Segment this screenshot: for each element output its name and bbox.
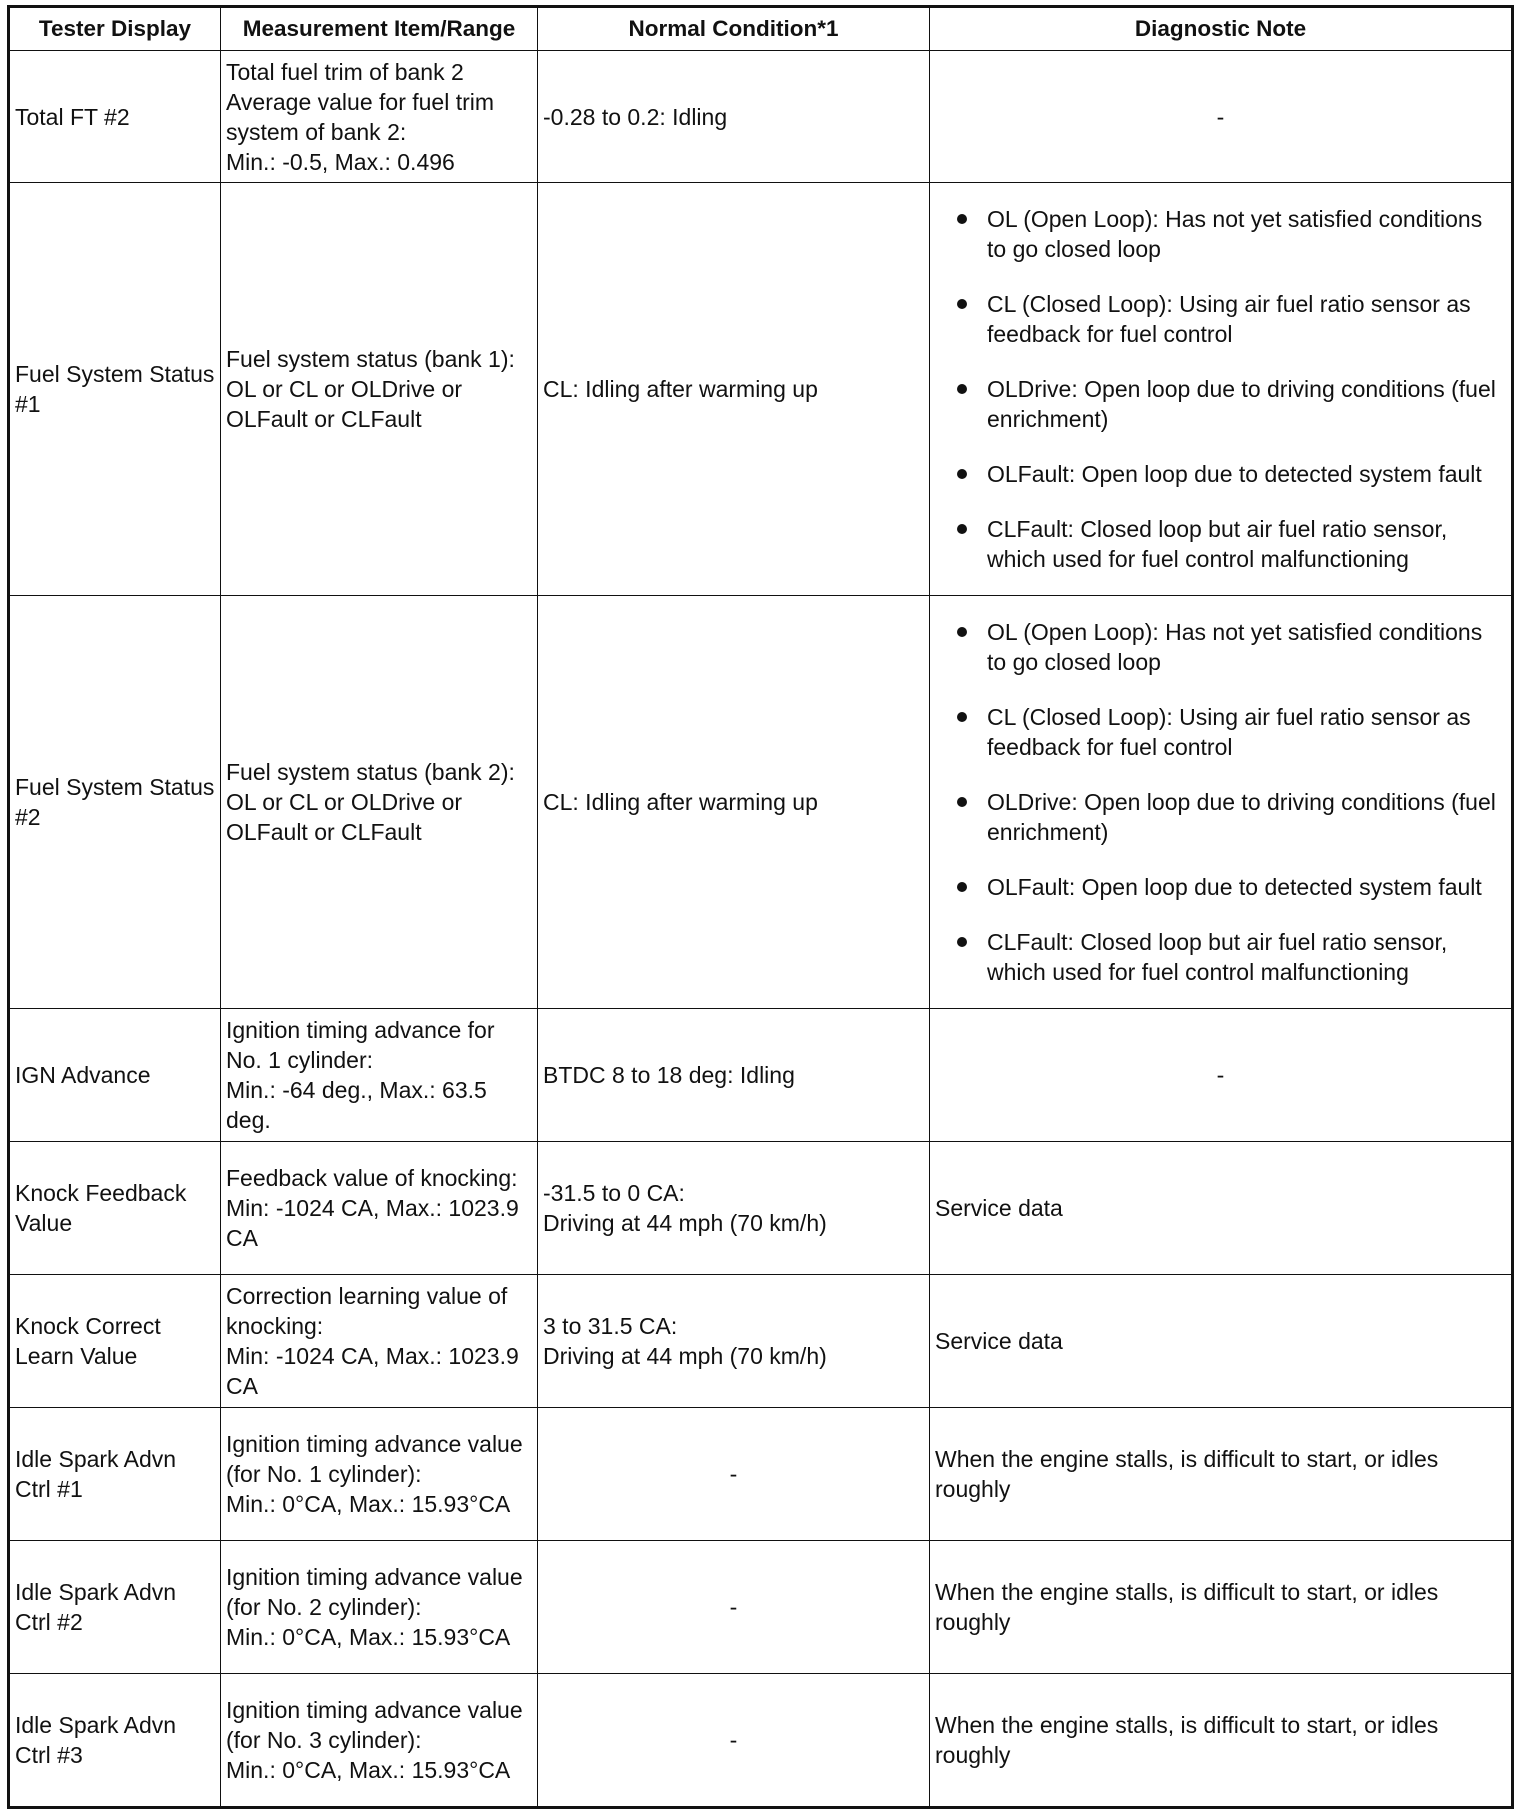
measurement-cell: Ignition timing advance value (for No. 3 cylinder): Min.: 0°CA, Max.: 15.93°CA xyxy=(221,1674,538,1808)
diagnostic-note-cell xyxy=(930,183,1513,596)
list-item: CL (Closed Loop): Using air fuel ratio sensor as feedback for fuel control xyxy=(935,289,1506,349)
table-row xyxy=(9,596,1513,1009)
header-normal-condition: Normal Condition*1 xyxy=(538,7,930,51)
header-measurement: Measurement Item/Range xyxy=(221,7,538,51)
list-item: CL (Closed Loop): Using air fuel ratio sensor as feedback for fuel control xyxy=(935,702,1506,762)
diagnostic-note-cell: When the engine stalls, is difficult to start, or idles roughly xyxy=(930,1408,1513,1541)
tester-display-cell: Idle Spark Advn Ctrl #1 xyxy=(9,1408,221,1541)
header-diagnostic-note: Diagnostic Note xyxy=(930,7,1513,51)
table-row xyxy=(9,1009,1513,1142)
tester-display-cell: Idle Spark Advn Ctrl #2 xyxy=(9,1541,221,1674)
list-item: OL (Open Loop): Has not yet satisfied conditions to go closed loop xyxy=(935,204,1506,264)
normal-condition-cell: - xyxy=(538,1541,930,1674)
bullet-icon xyxy=(957,882,967,892)
normal-condition-cell: BTDC 8 to 18 deg: Idling xyxy=(538,1009,930,1142)
diagnostic-note-cell: When the engine stalls, is difficult to start, or idles roughly xyxy=(930,1541,1513,1674)
header-tester-display: Tester Display xyxy=(9,7,221,51)
measurement-cell: Correction learning value of knocking: Min: -1024 CA, Max.: 1023.9 CA xyxy=(221,1275,538,1408)
tester-display-cell: Idle Spark Advn Ctrl #3 xyxy=(9,1674,221,1808)
table-row xyxy=(9,1674,1513,1808)
measurement-cell: Total fuel trim of bank 2 Average value for fuel trim system of bank 2: Min.: -0.5, Max.: 0.496 xyxy=(221,51,538,183)
measurement-cell: Fuel system status (bank 2): OL or CL or OLDrive or OLFault or CLFault xyxy=(221,596,538,1009)
measurement-cell: Ignition timing advance for No. 1 cylinder: Min.: -64 deg., Max.: 63.5 deg. xyxy=(221,1009,538,1142)
bullet-icon xyxy=(957,469,967,479)
normal-condition-cell: -0.28 to 0.2: Idling xyxy=(538,51,930,183)
table-row xyxy=(9,1541,1513,1674)
tester-display-cell: IGN Advance xyxy=(9,1009,221,1142)
bullet-icon xyxy=(957,384,967,394)
bullet-icon xyxy=(957,214,967,224)
tester-display-cell: Knock Feedback Value xyxy=(9,1142,221,1275)
normal-condition-cell: CL: Idling after warming up xyxy=(538,596,930,1009)
table-row xyxy=(9,1142,1513,1275)
bullet-icon xyxy=(957,937,967,947)
diagnostic-note-cell: - xyxy=(930,51,1513,183)
tester-data-table xyxy=(7,5,1514,1809)
note-list xyxy=(935,200,1506,578)
list-item: CLFault: Closed loop but air fuel ratio sensor, which used for fuel control malfunctioning xyxy=(935,514,1506,574)
list-item: CLFault: Closed loop but air fuel ratio sensor, which used for fuel control malfunctioning xyxy=(935,927,1506,987)
note-list xyxy=(935,613,1506,991)
bullet-icon xyxy=(957,797,967,807)
bullet-icon xyxy=(957,627,967,637)
table-row xyxy=(9,51,1513,183)
tester-display-cell: Fuel System Status #1 xyxy=(9,183,221,596)
table-row xyxy=(9,1408,1513,1541)
list-item: OLDrive: Open loop due to driving conditions (fuel enrichment) xyxy=(935,787,1506,847)
normal-condition-cell: - xyxy=(538,1408,930,1541)
tester-display-cell: Knock Correct Learn Value xyxy=(9,1275,221,1408)
diagnostic-note-cell: Service data xyxy=(930,1275,1513,1408)
list-item: OLFault: Open loop due to detected system fault xyxy=(935,872,1506,902)
list-item: OL (Open Loop): Has not yet satisfied conditions to go closed loop xyxy=(935,617,1506,677)
tester-display-cell: Fuel System Status #2 xyxy=(9,596,221,1009)
normal-condition-cell: 3 to 31.5 CA: Driving at 44 mph (70 km/h) xyxy=(538,1275,930,1408)
normal-condition-cell: -31.5 to 0 CA: Driving at 44 mph (70 km/h) xyxy=(538,1142,930,1275)
tester-display-cell: Total FT #2 xyxy=(9,51,221,183)
diagnostic-note-cell: - xyxy=(930,1009,1513,1142)
bullet-icon xyxy=(957,299,967,309)
measurement-cell: Feedback value of knocking: Min: -1024 CA, Max.: 1023.9 CA xyxy=(221,1142,538,1275)
measurement-cell: Fuel system status (bank 1): OL or CL or OLDrive or OLFault or CLFault xyxy=(221,183,538,596)
list-item: OLFault: Open loop due to detected system fault xyxy=(935,459,1506,489)
diagnostic-note-cell: When the engine stalls, is difficult to start, or idles roughly xyxy=(930,1674,1513,1808)
header-row xyxy=(9,7,1513,51)
table-row xyxy=(9,183,1513,596)
diagnostic-note-cell xyxy=(930,596,1513,1009)
list-item: OLDrive: Open loop due to driving conditions (fuel enrichment) xyxy=(935,374,1506,434)
bullet-icon xyxy=(957,712,967,722)
table-row xyxy=(9,1275,1513,1408)
normal-condition-cell: - xyxy=(538,1674,930,1808)
diagnostic-note-cell: Service data xyxy=(930,1142,1513,1275)
measurement-cell: Ignition timing advance value (for No. 2 cylinder): Min.: 0°CA, Max.: 15.93°CA xyxy=(221,1541,538,1674)
normal-condition-cell: CL: Idling after warming up xyxy=(538,183,930,596)
bullet-icon xyxy=(957,524,967,534)
measurement-cell: Ignition timing advance value (for No. 1 cylinder): Min.: 0°CA, Max.: 15.93°CA xyxy=(221,1408,538,1541)
